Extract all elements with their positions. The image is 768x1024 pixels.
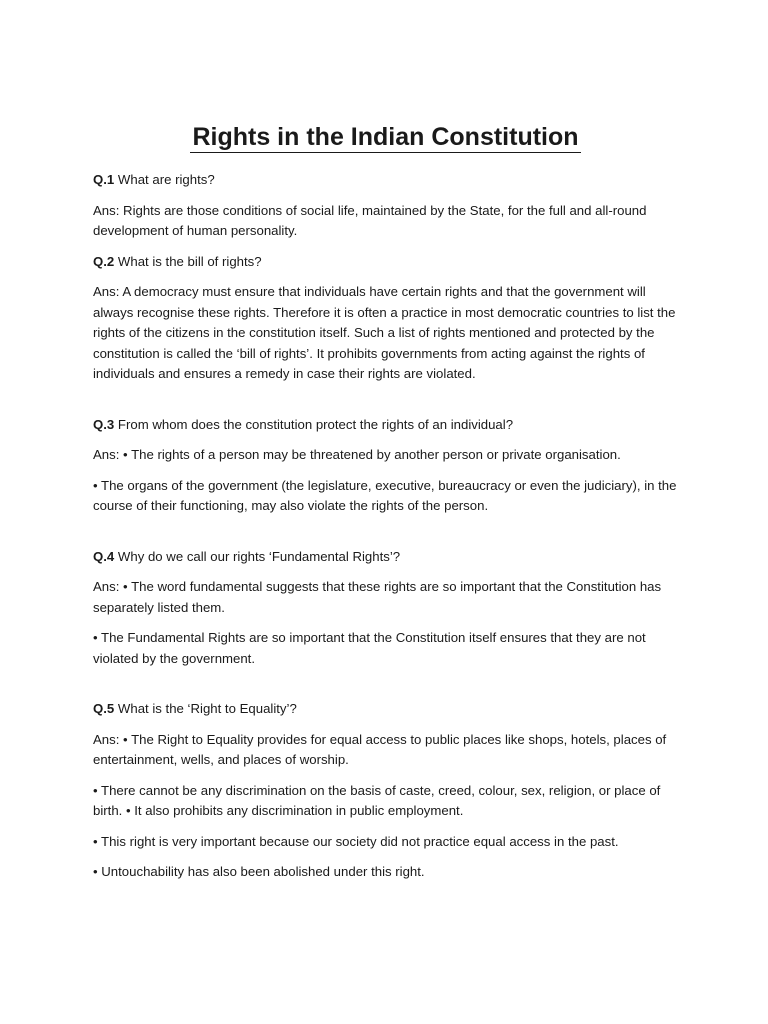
question: [93, 252, 678, 273]
question: [93, 699, 678, 720]
qa-section-5: [93, 699, 678, 883]
question-number: Q.5: [93, 701, 115, 716]
section-spacer: [93, 679, 678, 699]
question: [93, 170, 678, 191]
question-text: From whom does the constitution protect the rights of an individual?: [114, 416, 514, 432]
answer-paragraph: • The Fundamental Rights are so important that the Constitution itself ensures that they are not violated by the government.: [93, 630, 646, 666]
answer-paragraph: Ans: • The word fundamental suggests that these rights are so important that the Constitution has separately listed them.: [93, 579, 662, 615]
answer-paragraph: Ans: • The rights of a person may be threatened by another person or private organisation.: [93, 447, 621, 462]
answer-paragraph: • This right is very important because our society did not practice equal access in the past.: [93, 833, 619, 849]
qa-section-3: [93, 415, 678, 517]
answer-paragraph: • Untouchability has also been abolished under this right.: [93, 864, 425, 879]
question-text: Why do we call our rights ‘Fundamental Rights’?: [114, 548, 401, 564]
document-page: [93, 120, 678, 893]
answer-paragraph: Ans: A democracy must ensure that individuals have certain rights and that the government will always recognise these rights. Therefore it is often a practice in most democratic countries to list the rights of the citizens in the constitution itself. Such a list of rights mentioned and protected by the constitution is called the ‘bill of rights’. It prohibits governments from acting against the rights of individuals and ensures a remedy in case their rights are violated.: [93, 284, 676, 381]
question-number: Q.1: [93, 172, 115, 187]
question-text: What are rights?: [114, 172, 215, 187]
question-text: What is the bill of rights?: [114, 253, 262, 269]
question-text: What is the ‘Right to Equality’?: [114, 701, 297, 716]
section-spacer: [93, 527, 678, 547]
section-spacer: [93, 395, 678, 415]
qa-section-2: [93, 252, 678, 385]
question: [93, 415, 678, 436]
document-title: [93, 120, 678, 154]
answer-paragraph: Ans: • The Right to Equality provides for equal access to public places like shops, hotels, places of entertainment, wells, and places of worship.: [93, 731, 667, 767]
question-number: Q.2: [93, 253, 115, 269]
qa-section-4: [93, 547, 678, 670]
answer-paragraph: • There cannot be any discrimination on the basis of caste, creed, colour, sex, religion, or place of birth. • It also prohibits any discrimination in public employment.: [93, 782, 661, 818]
qa-section-1: [93, 170, 678, 242]
question-number: Q.4: [93, 548, 115, 564]
question: [93, 547, 678, 568]
document-title-text: Rights in the Indian Constitution: [192, 123, 579, 151]
answer-paragraph: Ans: Rights are those conditions of social life, maintained by the State, for the full and all-round development of human personality.: [93, 202, 647, 238]
question-number: Q.3: [93, 416, 115, 432]
answer-paragraph: • The organs of the government (the legislature, executive, bureaucracy or even the judiciary), in the course of their functioning, may also violate the rights of the person.: [93, 477, 677, 513]
